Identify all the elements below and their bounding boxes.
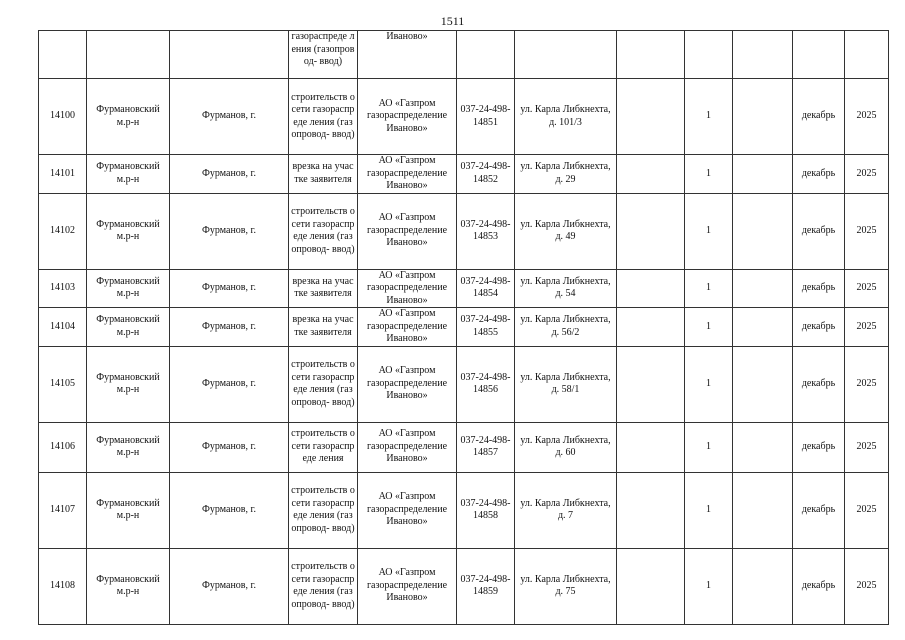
cell-work: газораспреде ления (газопровод- ввод) <box>289 31 358 79</box>
cell-district: Фурмановский м.р-н <box>87 269 170 308</box>
table-row <box>39 308 889 347</box>
cell-num: 14108 <box>39 548 87 624</box>
cell-month: декабрь <box>793 79 845 155</box>
cell-work: врезка на участке заявителя <box>289 155 358 194</box>
cell-qty: 1 <box>685 422 733 472</box>
cell-num: 14103 <box>39 269 87 308</box>
cell-code <box>457 31 515 79</box>
cell-work: строительств о сети газораспреде ления (газопровод- ввод) <box>289 548 358 624</box>
cell-city: Фурманов, г. <box>170 155 289 194</box>
table-row <box>39 346 889 422</box>
cell-empty <box>617 31 685 79</box>
cell-empty <box>617 269 685 308</box>
cell-city: Фурманов, г. <box>170 193 289 269</box>
cell-code: 037-24-498-14859 <box>457 548 515 624</box>
cell-code: 037-24-498-14853 <box>457 193 515 269</box>
cell-code: 037-24-498-14857 <box>457 422 515 472</box>
cell-empty <box>733 308 793 347</box>
cell-org: АО «Газпром газораспределение Иваново» <box>358 472 457 548</box>
cell-num: 14104 <box>39 308 87 347</box>
cell-qty: 1 <box>685 472 733 548</box>
cell-city: Фурманов, г. <box>170 346 289 422</box>
cell-code: 037-24-498-14858 <box>457 472 515 548</box>
cell-address: ул. Карла Либкнехта, д. 54 <box>515 269 617 308</box>
cell-empty <box>617 193 685 269</box>
cell-year: 2025 <box>845 269 889 308</box>
cell-org: АО «Газпром газораспределение Иваново» <box>358 548 457 624</box>
cell-district: Фурмановский м.р-н <box>87 308 170 347</box>
cell-empty <box>617 308 685 347</box>
table-row <box>39 472 889 548</box>
cell-work: врезка на участке заявителя <box>289 308 358 347</box>
cell-work: строительств о сети газораспреде ления (газопровод- ввод) <box>289 79 358 155</box>
cell-code: 037-24-498-14852 <box>457 155 515 194</box>
cell-city: Фурманов, г. <box>170 548 289 624</box>
cell-work: врезка на участке заявителя <box>289 269 358 308</box>
cell-empty <box>733 346 793 422</box>
page-number: 1511 <box>440 14 465 28</box>
cell-district: Фурмановский м.р-н <box>87 193 170 269</box>
cell-year: 2025 <box>845 155 889 194</box>
table-row <box>39 193 889 269</box>
cell-code: 037-24-498-14851 <box>457 79 515 155</box>
cell-city: Фурманов, г. <box>170 308 289 347</box>
cell-empty <box>617 79 685 155</box>
records-table <box>38 30 889 625</box>
cell-address: ул. Карла Либкнехта, д. 56/2 <box>515 308 617 347</box>
cell-qty: 1 <box>685 346 733 422</box>
cell-empty <box>733 31 793 79</box>
cell-num: 14107 <box>39 472 87 548</box>
cell-code: 037-24-498-14856 <box>457 346 515 422</box>
cell-city <box>170 31 289 79</box>
cell-num <box>39 31 87 79</box>
cell-qty: 1 <box>685 308 733 347</box>
cell-month: декабрь <box>793 155 845 194</box>
cell-qty: 1 <box>685 193 733 269</box>
cell-month: декабрь <box>793 472 845 548</box>
cell-work: строительств о сети газораспреде ления (газопровод- ввод) <box>289 472 358 548</box>
table-row <box>39 422 889 472</box>
cell-city: Фурманов, г. <box>170 269 289 308</box>
cell-month: декабрь <box>793 308 845 347</box>
cell-district: Фурмановский м.р-н <box>87 422 170 472</box>
cell-district: Фурмановский м.р-н <box>87 548 170 624</box>
cell-address: ул. Карла Либкнехта, д. 29 <box>515 155 617 194</box>
cell-year: 2025 <box>845 79 889 155</box>
table-row <box>39 269 889 308</box>
cell-district: Фурмановский м.р-н <box>87 472 170 548</box>
cell-year: 2025 <box>845 193 889 269</box>
cell-org: АО «Газпром газораспределение Иваново» <box>358 193 457 269</box>
cell-empty <box>617 155 685 194</box>
cell-year: 2025 <box>845 548 889 624</box>
cell-org: АО «Газпром газораспределение Иваново» <box>358 346 457 422</box>
cell-empty <box>733 155 793 194</box>
cell-district: Фурмановский м.р-н <box>87 346 170 422</box>
cell-empty <box>733 193 793 269</box>
cell-month: декабрь <box>793 548 845 624</box>
cell-district: Фурмановский м.р-н <box>87 155 170 194</box>
cell-empty <box>733 472 793 548</box>
cell-org: АО «Газпром газораспределение Иваново» <box>358 422 457 472</box>
cell-org: Иваново» <box>358 31 457 79</box>
cell-address: ул. Карла Либкнехта, д. 60 <box>515 422 617 472</box>
cell-num: 14105 <box>39 346 87 422</box>
cell-year: 2025 <box>845 346 889 422</box>
table-row <box>39 155 889 194</box>
cell-empty <box>733 79 793 155</box>
cell-year <box>845 31 889 79</box>
cell-address: ул. Карла Либкнехта, д. 58/1 <box>515 346 617 422</box>
cell-month <box>793 31 845 79</box>
cell-empty <box>617 346 685 422</box>
cell-qty: 1 <box>685 79 733 155</box>
cell-address: ул. Карла Либкнехта, д. 49 <box>515 193 617 269</box>
cell-org: АО «Газпром газораспределение Иваново» <box>358 308 457 347</box>
cell-qty: 1 <box>685 269 733 308</box>
cell-year: 2025 <box>845 422 889 472</box>
cell-city: Фурманов, г. <box>170 422 289 472</box>
cell-district: Фурмановский м.р-н <box>87 79 170 155</box>
cell-empty <box>617 422 685 472</box>
cell-org: АО «Газпром газораспределение Иваново» <box>358 269 457 308</box>
cell-empty <box>617 548 685 624</box>
cell-qty: 1 <box>685 155 733 194</box>
cell-month: декабрь <box>793 346 845 422</box>
cell-empty <box>617 472 685 548</box>
cell-qty: 1 <box>685 548 733 624</box>
cell-work: строительств о сети газораспреде ления (газопровод- ввод) <box>289 193 358 269</box>
cell-num: 14102 <box>39 193 87 269</box>
cell-empty <box>733 548 793 624</box>
cell-code: 037-24-498-14855 <box>457 308 515 347</box>
cell-city: Фурманов, г. <box>170 472 289 548</box>
cell-work: строительств о сети газораспреде ления (газопровод- ввод) <box>289 346 358 422</box>
table-row <box>39 79 889 155</box>
cell-address: ул. Карла Либкнехта, д. 7 <box>515 472 617 548</box>
cell-num: 14101 <box>39 155 87 194</box>
cell-work: строительств о сети газораспреде ления <box>289 422 358 472</box>
continuation-row <box>39 31 889 79</box>
cell-num: 14100 <box>39 79 87 155</box>
cell-address: ул. Карла Либкнехта, д. 75 <box>515 548 617 624</box>
cell-address <box>515 31 617 79</box>
cell-month: декабрь <box>793 422 845 472</box>
cell-empty <box>733 422 793 472</box>
cell-month: декабрь <box>793 269 845 308</box>
cell-city: Фурманов, г. <box>170 79 289 155</box>
cell-code: 037-24-498-14854 <box>457 269 515 308</box>
cell-empty <box>733 269 793 308</box>
cell-address: ул. Карла Либкнехта, д. 101/3 <box>515 79 617 155</box>
cell-month: декабрь <box>793 193 845 269</box>
table-row <box>39 548 889 624</box>
cell-qty <box>685 31 733 79</box>
cell-num: 14106 <box>39 422 87 472</box>
cell-org: АО «Газпром газораспределение Иваново» <box>358 79 457 155</box>
cell-district <box>87 31 170 79</box>
cell-year: 2025 <box>845 472 889 548</box>
cell-org: АО «Газпром газораспределение Иваново» <box>358 155 457 194</box>
cell-year: 2025 <box>845 308 889 347</box>
